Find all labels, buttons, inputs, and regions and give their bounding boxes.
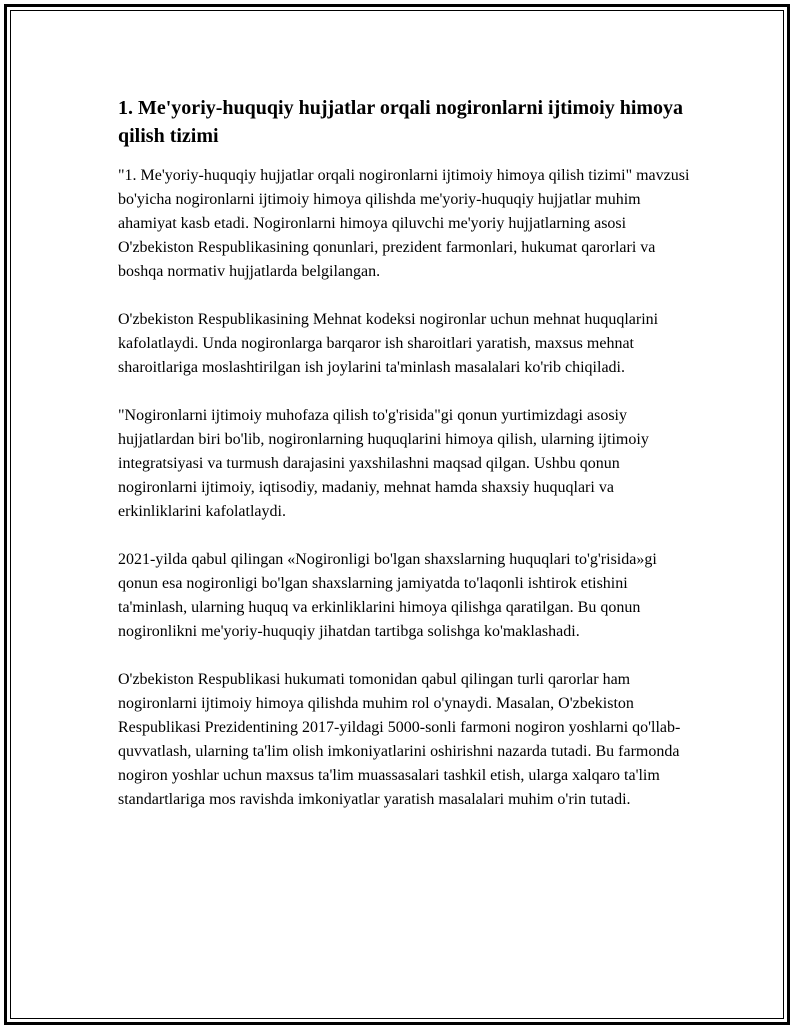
paragraph-4: 2021-yilda qabul qilingan «Nogironligi bo'lgan shaxslarning huquqlari to'g'risida»gi qonun esa nogironligi bo'lgan shaxslarning jamiyatda to'laqonli ishtirok etishini ta'minlash, ularning huquq va erkinliklarini himoya qilishga qaratilgan. Bu qonun nogironlikni me'yoriy-huquqiy jihatdan tartibga solishga ko'maklashadi. <box>118 551 657 640</box>
paragraph-5: O'zbekiston Respublikasi hukumati tomonidan qabul qilingan turli qarorlar ham nogironlarni ijtimoiy himoya qilishda muhim rol o'ynaydi. Masalan, O'zbekiston Respublikasi Prezidentining 2017-yildagi 5000-sonli farmoni nogiron yoshlarni qo'llab-quvvatlash, ularning ta'lim olish imkoniyatlarini oshirishni nazarda tutadi. Bu farmonda nogiron yoshlar uchun maxsus ta'lim muassasalari tashkil etish, ularga xalqaro ta'lim standartlariga mos ravishda imkoniyatlar yaratish masalalari muhim o'rin tutadi. <box>118 671 681 808</box>
paragraph-3: "Nogironlarni ijtimoiy muhofaza qilish to'g'risida"gi qonun yurtimizdagi asosiy hujjatlardan biri bo'lib, nogironlarning huquqlarini himoya qilish, ularning ijtimoiy integratsiyasi va turmush darajasini yaxshilashni maqsad qilgan. Ushbu qonun nogironlarni ijtimoiy, iqtisodiy, madaniy, mehnat hamda shaxsiy huquqlari va erkinliklarini kafolatlaydi. <box>118 407 649 520</box>
paragraph-1: "1. Me'yoriy-huquqiy hujjatlar orqali nogironlarni ijtimoiy himoya qilish tizimi" mavzusi bo'yicha nogironlarni ijtimoiy himoya qilishda me'yoriy-huquqiy hujjatlar muhim ahamiyat kasb etadi. Nogironlarni himoya qiluvchi me'yoriy hujjatlarning asosi O'zbekiston Respublikasining qonunlari, prezident farmonlari, hukumat qarorlari va boshqa normativ hujjatlarda belgilangan. <box>118 167 690 280</box>
paragraph-2: O'zbekiston Respublikasining Mehnat kodeksi nogironlar uchun mehnat huquqlarini kafolatlaydi. Unda nogironlarga barqaror ish sharoitlari yaratish, maxsus mehnat sharoitlariga moslashtirilgan ish joylarini ta'minlash masalalari ko'rib chiqiladi. <box>118 311 659 376</box>
section-heading: 1. Me'yoriy-huquqiy hujjatlar orqali nogironlarni ijtimoiy himoya qilish tizimi <box>118 97 684 147</box>
document-body <box>118 94 693 836</box>
